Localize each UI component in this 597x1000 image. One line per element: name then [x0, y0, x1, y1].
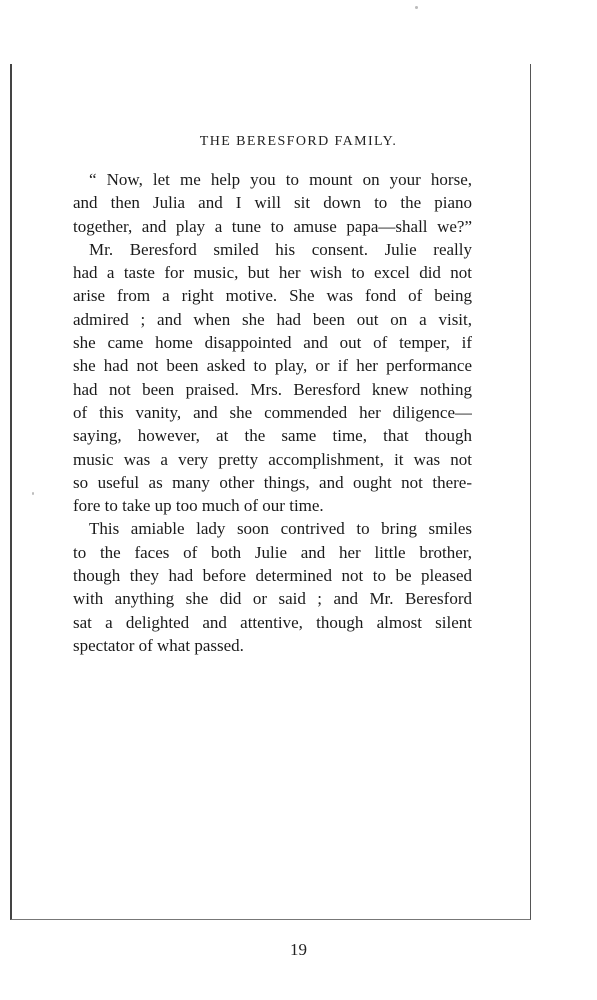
text-line: together, and play a tune to amuse papa—shall we?”	[73, 216, 472, 236]
text-line: had a taste for music, but her wish to excel did not	[73, 263, 472, 283]
text-line: arise from a right motive. She was fond of being	[73, 286, 472, 306]
body-text	[73, 168, 472, 657]
text-line: Mr. Beresford smiled his consent. Julie really	[89, 239, 472, 259]
page-number: 19	[290, 940, 307, 959]
text-line: with anything she did or said ; and Mr. Beresford	[73, 589, 472, 609]
text-line: spectator of what passed.	[73, 635, 244, 655]
text-line: admired ; and when she had been out on a visit,	[73, 309, 472, 329]
text-line: of this vanity, and she commended her diligence—	[73, 402, 472, 422]
text-line: sat a delighted and attentive, though almost silent	[73, 612, 472, 632]
running-head: THE BERESFORD FAMILY.	[199, 134, 398, 149]
text-line: she came home disappointed and out of temper, if	[73, 333, 472, 353]
text-line: so useful as many other things, and ought not there-	[73, 472, 472, 492]
paper-speck	[415, 6, 418, 9]
text-line: had not been praised. Mrs. Beresford knew nothing	[73, 379, 472, 399]
text-line: saying, however, at the same time, that though	[73, 426, 472, 446]
text-line: though they had before determined not to be pleased	[73, 566, 472, 586]
text-line: and then Julia and I will sit down to the piano	[73, 193, 472, 213]
text-line: fore to take up too much of our time.	[73, 496, 324, 516]
text-line: to the faces of both Julie and her little brother,	[73, 542, 472, 562]
text-line: This amiable lady soon contrived to bring smiles	[89, 519, 472, 539]
text-line: “ Now, let me help you to mount on your horse,	[89, 170, 472, 189]
paper-speck	[32, 492, 34, 495]
text-line: music was a very pretty accomplishment, it was not	[73, 449, 472, 469]
text-line: she had not been asked to play, or if her performance	[73, 356, 472, 376]
